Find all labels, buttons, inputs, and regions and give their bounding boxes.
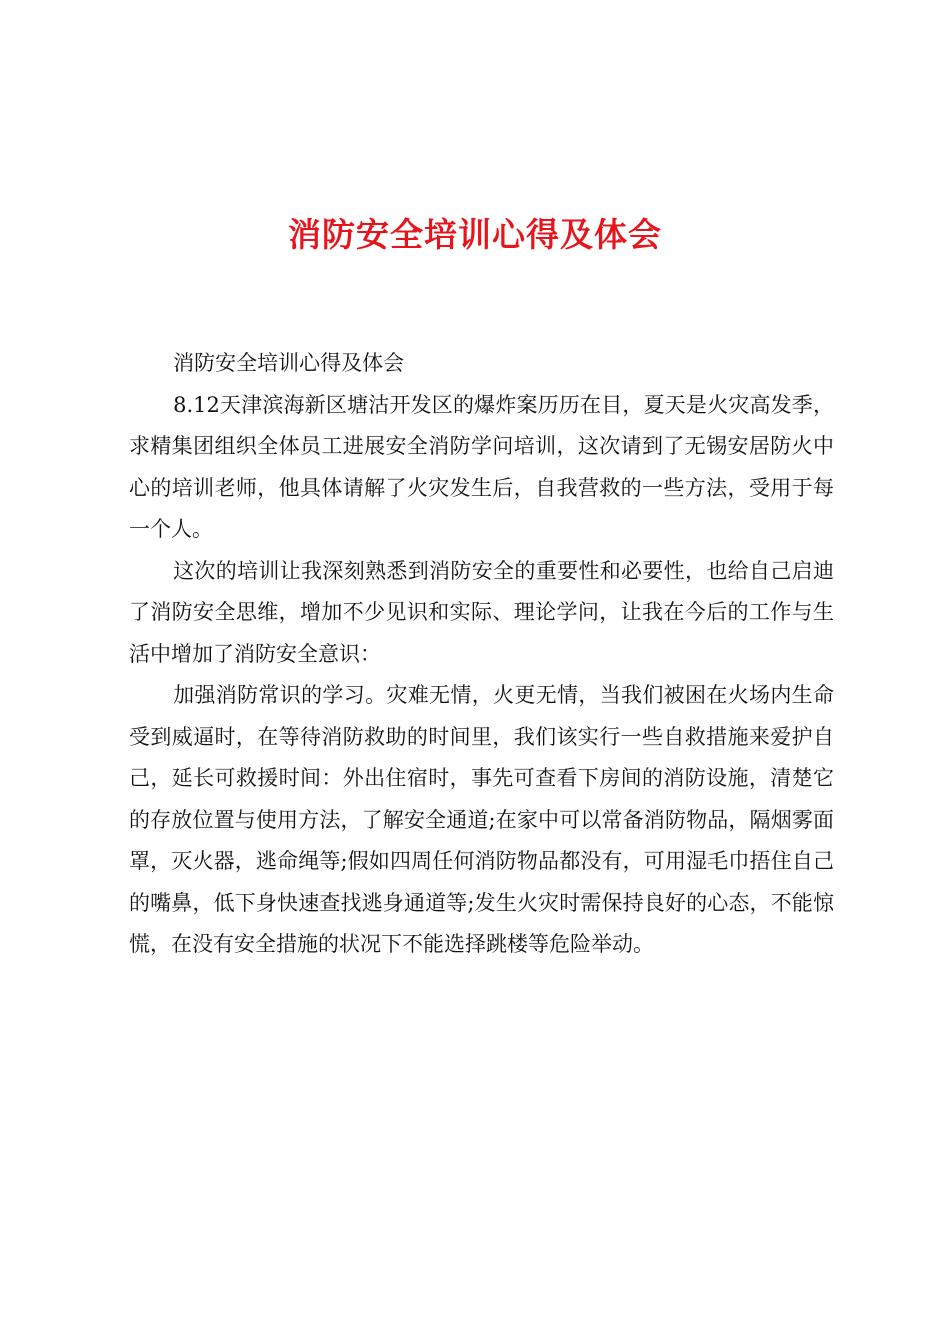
document-title: 消防安全培训心得及体会 [288, 215, 662, 254]
paragraph-1: 8.12天津滨海新区塘沽开发区的爆炸案历历在目，夏天是火灾高发季，求精集团组织全体员工进展安全消防学问培训，这次请到了无锡安居防火中心的培训老师，他具体请解了火灾发生后，自我营救的一些方法，受用于每一个人。 [129, 392, 834, 541]
paragraph-3: 加强消防常识的学习。灾难无情，火更无情，当我们被困在火场内生命受到威逼时，在等待消防救助的时间里，我们该实行一些自救措施来爱护自己，延长可救援时间：外出住宿时，事先可查看下房间的消防设施，清楚它的存放位置与使用方法，了解安全通道;在家中可以常备消防物品，隔烟雾面罩，灭火器，逃命绳等;假如四周任何消防物品都没有，可用湿毛巾捂住自己的嘴鼻，低下身快速查找逃身通道等;发生火灾时需保持良好的心态，不能惊慌，在没有安全措施的状况下不能选择跳楼等危险举动。 [129, 683, 834, 956]
document-body [129, 343, 834, 966]
paragraph-2: 这次的培训让我深刻熟悉到消防安全的重要性和必要性，也给自己启迪了消防安全思维，增加不少见识和实际、理论学问，让我在今后的工作与生活中增加了消防安全意识： [129, 558, 834, 666]
document-subtitle: 消防安全培训心得及体会 [173, 351, 405, 375]
